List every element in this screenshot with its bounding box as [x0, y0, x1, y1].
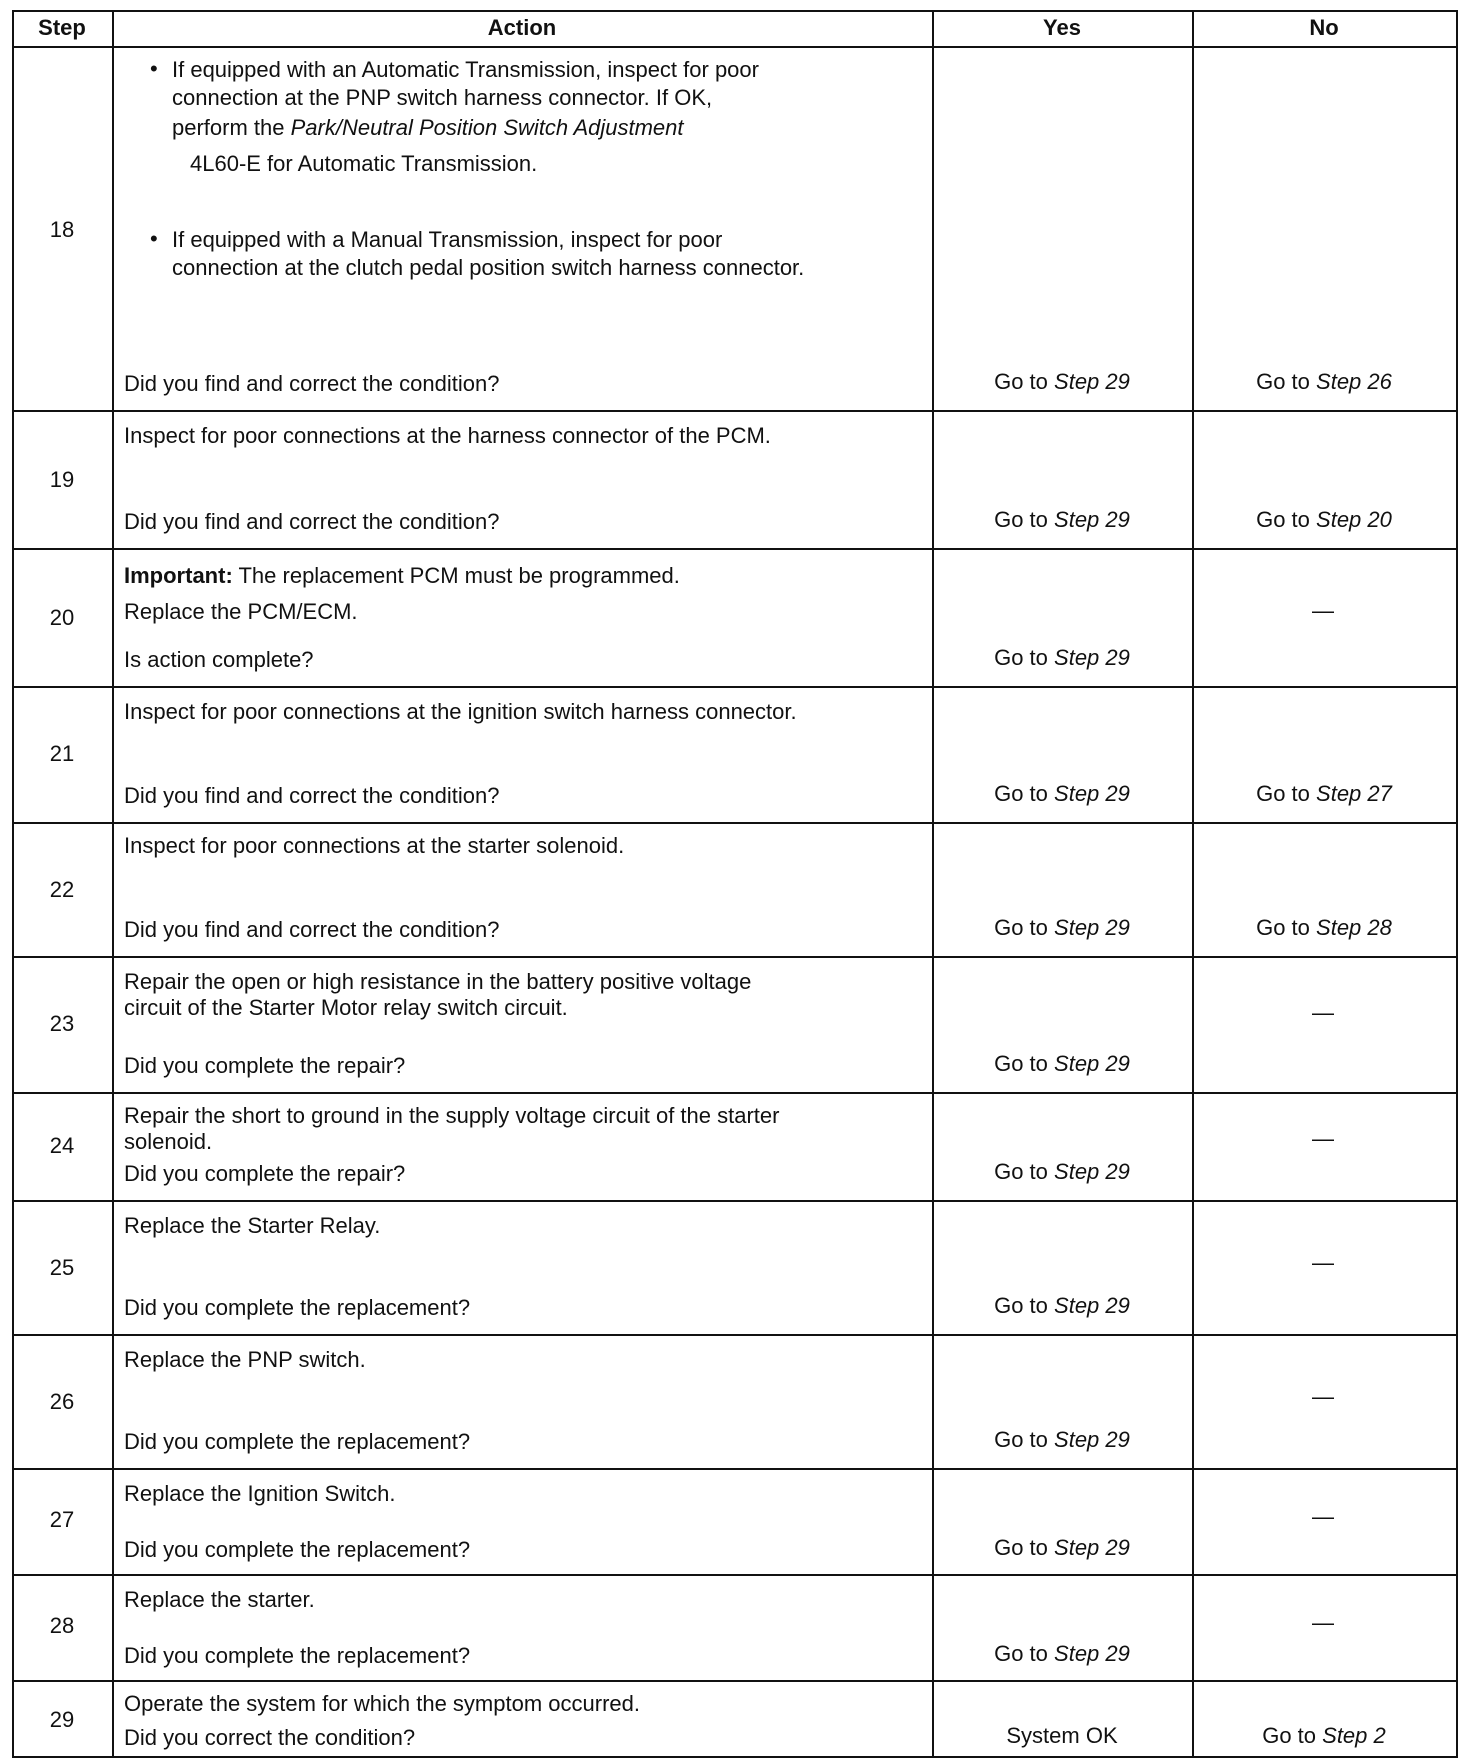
yes-action: Go to Step 29: [994, 1051, 1130, 1076]
no-action: Go to Step 28: [1256, 915, 1392, 940]
question-text: Did you complete the repair?: [124, 1161, 406, 1186]
row-divider: [12, 1680, 1458, 1682]
table-border-right: [1456, 10, 1458, 1758]
action-text: solenoid.: [124, 1129, 213, 1154]
step-number: 27: [49, 1507, 75, 1532]
no-action: Go to Step 2: [1262, 1723, 1386, 1748]
row-divider: [12, 1574, 1458, 1576]
yes-action: Go to Step 29: [994, 915, 1130, 940]
bullet-icon: •: [150, 226, 158, 251]
step-number: 22: [49, 877, 75, 902]
step-number: 26: [49, 1389, 75, 1414]
action-text: perform the Park/Neutral Position Switch Adjustment: [172, 115, 684, 140]
yes-action: Go to Step 29: [994, 1535, 1130, 1560]
yes-action: Go to Step 29: [994, 1293, 1130, 1318]
header-no: No: [1309, 15, 1339, 40]
step-number: 28: [49, 1613, 75, 1638]
action-text: Operate the system for which the symptom occurred.: [124, 1691, 640, 1716]
yes-action: Go to Step 29: [994, 781, 1130, 806]
step-number: 19: [49, 467, 75, 492]
row-divider: [12, 410, 1458, 412]
action-text: connection at the PNP switch harness connector. If OK,: [172, 85, 713, 110]
row-divider: [12, 1468, 1458, 1470]
action-text: connection at the clutch pedal position switch harness connector.: [172, 255, 805, 280]
action-text: If equipped with an Automatic Transmission, inspect for poor: [172, 57, 759, 82]
step-number: 24: [49, 1133, 75, 1158]
action-text: 4L60-E for Automatic Transmission.: [190, 151, 538, 176]
question-text: Did you find and correct the condition?: [124, 371, 500, 396]
no-action-dash: —: [1312, 1250, 1334, 1275]
action-text: Inspect for poor connections at the ignition switch harness connector.: [124, 699, 797, 724]
question-text: Did you correct the condition?: [124, 1725, 416, 1750]
row-divider: [12, 1334, 1458, 1336]
header-step: Step: [38, 15, 86, 40]
bullet-icon: •: [150, 56, 158, 81]
yes-action: Go to Step 29: [994, 507, 1130, 532]
yes-action: Go to Step 29: [994, 369, 1130, 394]
action-text: Repair the short to ground in the supply voltage circuit of the starter: [124, 1103, 780, 1128]
question-text: Did you find and correct the condition?: [124, 783, 500, 808]
yes-action: Go to Step 29: [994, 1159, 1130, 1184]
step-number: 20: [49, 605, 75, 630]
important-note: Important: The replacement PCM must be programmed.: [124, 563, 680, 588]
question-text: Did you complete the replacement?: [124, 1295, 471, 1320]
row-divider: [12, 548, 1458, 550]
question-text: Did you complete the replacement?: [124, 1643, 471, 1668]
header-action: Action: [487, 15, 557, 40]
action-text: If equipped with a Manual Transmission, inspect for poor: [172, 227, 723, 252]
no-action: Go to Step 27: [1256, 781, 1392, 806]
table-border-bottom: [12, 1756, 1458, 1758]
row-divider: [12, 686, 1458, 688]
step-number: 29: [49, 1707, 75, 1732]
action-text: Replace the Starter Relay.: [124, 1213, 381, 1238]
column-divider: [1192, 10, 1194, 1758]
action-text: Replace the PCM/ECM.: [124, 599, 358, 624]
question-text: Is action complete?: [124, 647, 314, 672]
header-yes: Yes: [1043, 15, 1081, 40]
column-divider: [112, 10, 114, 1758]
yes-action: Go to Step 29: [994, 1427, 1130, 1452]
question-text: Did you complete the replacement?: [124, 1537, 471, 1562]
yes-action: Go to Step 29: [994, 645, 1130, 670]
step-number: 21: [49, 741, 75, 766]
no-action-dash: —: [1312, 1610, 1334, 1635]
step-number: 25: [49, 1255, 75, 1280]
yes-action: Go to Step 29: [994, 1641, 1130, 1666]
row-divider: [12, 956, 1458, 958]
action-text: Replace the PNP switch.: [124, 1347, 366, 1372]
no-action: Go to Step 20: [1256, 507, 1392, 532]
yes-result: System OK: [1006, 1723, 1118, 1748]
action-text: Replace the starter.: [124, 1587, 315, 1612]
question-text: Did you find and correct the condition?: [124, 509, 500, 534]
action-text: Replace the Ignition Switch.: [124, 1481, 396, 1506]
no-action: Go to Step 26: [1256, 369, 1392, 394]
diagnostic-table: [12, 10, 1458, 1758]
action-text: circuit of the Starter Motor relay switch circuit.: [124, 995, 568, 1020]
no-action-dash: —: [1312, 1126, 1334, 1151]
question-text: Did you find and correct the condition?: [124, 917, 500, 942]
row-divider: [12, 1200, 1458, 1202]
step-number: 18: [49, 217, 75, 242]
no-action-dash: —: [1312, 1384, 1334, 1409]
action-text: Repair the open or high resistance in the battery positive voltage: [124, 969, 752, 994]
column-divider: [932, 10, 934, 1758]
action-text: Inspect for poor connections at the starter solenoid.: [124, 833, 625, 858]
step-number: 23: [49, 1011, 75, 1036]
row-divider: [12, 46, 1458, 48]
row-divider: [12, 822, 1458, 824]
no-action-dash: —: [1312, 1504, 1334, 1529]
action-text: Inspect for poor connections at the harness connector of the PCM.: [124, 423, 771, 448]
no-action-dash: —: [1312, 1000, 1334, 1025]
question-text: Did you complete the repair?: [124, 1053, 406, 1078]
row-divider: [12, 1092, 1458, 1094]
question-text: Did you complete the replacement?: [124, 1429, 471, 1454]
no-action-dash: —: [1312, 598, 1334, 623]
